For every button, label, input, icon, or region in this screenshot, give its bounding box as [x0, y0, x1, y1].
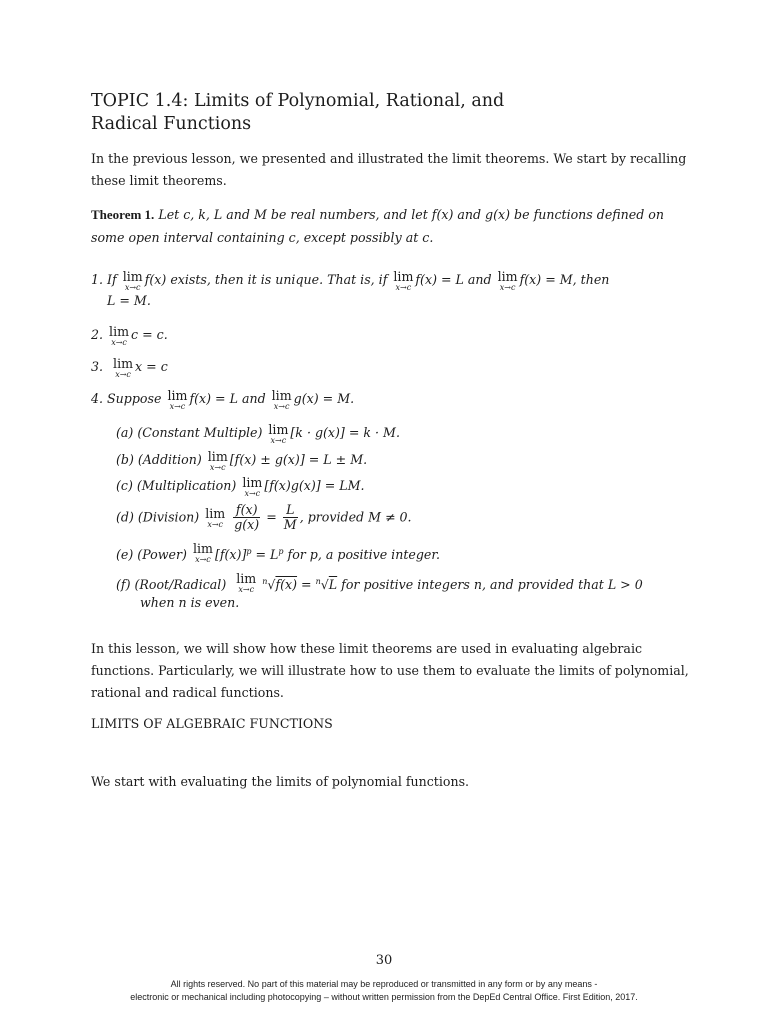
fraction-fg: $\frac{f(x)}{g(x)}$ [234, 502, 260, 532]
limit-operator: lim x→c [167, 388, 188, 411]
fraction-lm: $\frac{L}{M}$ [283, 502, 297, 532]
limit-operator: lim x→c [268, 422, 289, 445]
limit-operator: lim x→c [242, 475, 263, 498]
list-item-4: 4. Suppose lim x→c f(x) = L and lim x→c g(x) = M. [91, 388, 355, 411]
sub-item-f-line-2: when n is even. [140, 595, 240, 610]
limit-operator: lim x→c [497, 269, 518, 292]
section-heading: LIMITS OF ALGEBRAIC FUNCTIONS [91, 716, 333, 731]
list-item-2: 2. lim x→c c = c. [91, 324, 168, 347]
list-item-1: 1. If lim x→c f(x) exists, then it is unique. That is, if lim x→c f(x) = L and lim x→c f(x) = M, then [91, 269, 610, 292]
limit-operator: lim x→c [205, 505, 226, 529]
title-line-1: TOPIC 1.4: Limits of Polynomial, Rational, and [91, 91, 505, 111]
sub-item-d: (d) (Division) lim x→c $\frac{f(x)}{g(x)}$ = $\frac{L}{M}$ , provided M ≠ 0. [116, 502, 412, 532]
copyright-footer [0, 978, 768, 1004]
limit-operator: lim x→c [393, 269, 414, 292]
intro-paragraph: In the previous lesson, we presented and illustrated the limit theorems. We start by recalling these limit theorems. [91, 151, 687, 188]
limit-operator: lim x→c [122, 269, 143, 292]
limit-operator: lim x→c [113, 356, 134, 379]
theorem-1 [91, 203, 691, 249]
page-title [91, 90, 691, 136]
limit-operator: lim x→c [192, 541, 213, 564]
title-line-2: Radical Functions [91, 114, 252, 134]
sub-item-c: (c) (Multiplication) lim x→c [f(x)g(x)] = LM. [116, 475, 365, 498]
sub-item-f: (f) (Root/Radical) lim x→c $^n$√f(x) = $^n$√L for positive integers n, and provided that L > 0 [116, 571, 643, 594]
sub-item-a: (a) (Constant Multiple) lim x→c [k · g(x)] = k · M. [116, 422, 400, 445]
list-item-3: 3. lim x→c x = c [91, 356, 168, 379]
closing-paragraph: We start with evaluating the limits of polynomial functions. [91, 774, 470, 789]
limit-operator: lim x→c [271, 388, 292, 411]
lesson-paragraph: In this lesson, we will show how these limit theorems are used in evaluating algebraic functions. Particularly, we will illustrate how to use them to evaluate the limits of polynomial, rational and radical functions. [91, 641, 689, 700]
footer-line-2: electronic or mechanical including photocopying – without written permission from the DepEd Central Office. First Edition, 2017. [130, 992, 638, 1002]
sub-item-e: (e) (Power) lim x→c $[f(x)]^p = L^p$ for p, a positive integer. [116, 541, 440, 564]
footer-line-1: All rights reserved. No part of this material may be reproduced or transmitted in any form or by any means - [170, 979, 598, 989]
limit-operator: lim x→c [207, 449, 228, 472]
sub-item-b: (b) (Addition) lim x→c [f(x) ± g(x)] = L ± M. [116, 449, 368, 472]
page-number: 30 [375, 953, 393, 968]
theorem-text: Let c, k, L and M be real numbers, and let f(x) and g(x) be functions defined on some open interval containing c, except possibly at c. [91, 207, 664, 245]
limit-operator: lim x→c [236, 571, 257, 594]
limit-operator: lim x→c [109, 324, 130, 347]
list-item-1-line-2: L = M. [107, 293, 151, 308]
theorem-label: Theorem 1. [91, 207, 155, 222]
